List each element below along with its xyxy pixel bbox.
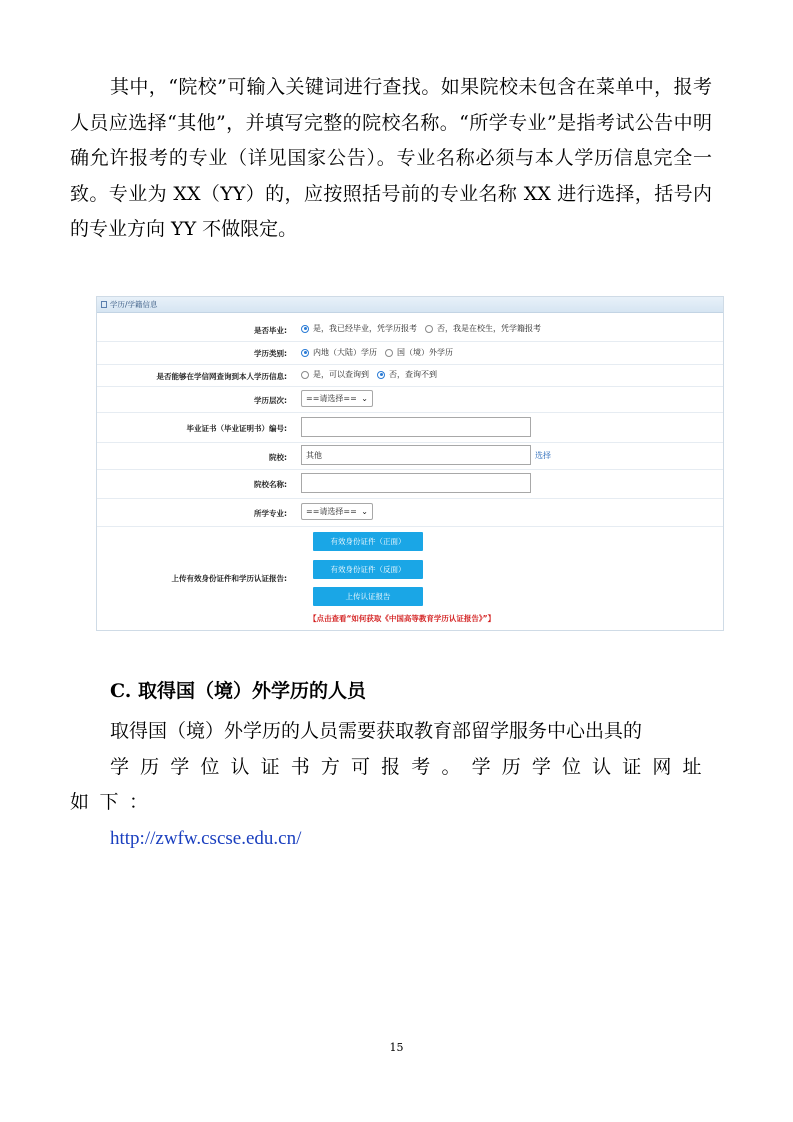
major-value: ==请选择== [306, 507, 357, 516]
section-icon [101, 301, 107, 308]
row-school [97, 442, 723, 470]
paragraph-foreign-degree [70, 714, 712, 856]
upload-id-back-button[interactable]: 有效身份证件（反面） [313, 560, 423, 579]
graduated-yes-label: 是，我已经毕业，凭学历报考 [313, 324, 417, 333]
upload-label: 上传有效身份证件和学历认证报告: [171, 574, 287, 583]
chsi-no-radio[interactable] [377, 371, 385, 379]
cert-no-label: 毕业证书（毕业证明书）编号: [186, 424, 287, 433]
chevron-down-icon: ⌄ [361, 507, 368, 516]
school-name-input[interactable] [301, 473, 531, 493]
major-label: 所学专业: [254, 509, 287, 518]
paragraph2-line2: 学历学位认证书方可报考。学历学位认证网址如下： [70, 755, 712, 813]
graduated-no-radio[interactable] [425, 325, 433, 333]
school-choose-link[interactable]: 选择 [535, 450, 551, 460]
cscse-url-link[interactable]: http://zwfw.cscse.edu.cn/ [110, 827, 302, 849]
cert-no-input[interactable] [301, 417, 531, 437]
chevron-down-icon: ⌄ [361, 394, 368, 403]
paragraph2-line1: 取得国（境）外学历的人员需要获取教育部留学服务中心出具的 [110, 720, 643, 742]
chsi-yes-radio[interactable] [301, 371, 309, 379]
row-chsi-query [97, 364, 723, 387]
graduated-label: 是否毕业: [254, 326, 287, 335]
edu-level-select[interactable] [301, 390, 373, 407]
edu-type-foreign-radio[interactable] [385, 349, 393, 357]
report-help-link[interactable]: 【点击查看“如何获取《中国高等教育学历认证报告》”】 [309, 614, 496, 623]
edu-level-value: ==请选择== [306, 394, 357, 403]
section-heading-c: C. 取得国（境）外学历的人员 [110, 680, 367, 702]
graduated-yes-radio[interactable] [301, 325, 309, 333]
row-graduated [97, 316, 723, 342]
edu-type-domestic-radio[interactable] [301, 349, 309, 357]
school-name-label: 院校名称: [254, 480, 287, 489]
edu-type-foreign-label: 国（境）外学历 [397, 348, 453, 357]
row-upload [97, 526, 723, 630]
graduated-no-label: 否，我是在校生，凭学籍报考 [437, 324, 541, 333]
edu-type-domestic-label: 内地（大陆）学历 [313, 348, 377, 357]
row-school-name [97, 469, 723, 499]
edu-type-label: 学历类别: [254, 349, 287, 358]
row-cert-no [97, 412, 723, 443]
form-header-title: 学历/学籍信息 [110, 300, 158, 309]
page-number: 15 [389, 1041, 404, 1054]
school-input[interactable]: 其他 [301, 445, 531, 465]
school-label: 院校: [269, 453, 287, 462]
chsi-yes-label: 是，可以查询到 [313, 370, 369, 379]
row-major [97, 498, 723, 527]
upload-id-front-button[interactable]: 有效身份证件（正面） [313, 532, 423, 551]
education-info-form [96, 296, 724, 631]
chsi-query-label: 是否能够在学信网查询到本人学历信息: [156, 372, 287, 381]
row-edu-level [97, 386, 723, 413]
major-select[interactable] [301, 503, 373, 520]
paragraph-exam-rules: 其中，“院校”可输入关键词进行查找。如果院校未包含在菜单中，报考人员应选择“其他”，并填写完整的院校名称。“所学专业”是指考试公告中明确允许报考的专业（详见国家公告）。专业名称必须与本人学历信息完全一致。专业为 XX（YY）的，应按照括号前的专业名称 XX 进行选择，括号内的专业方向 YY 不做限定。 [70, 76, 712, 240]
row-edu-type [97, 341, 723, 365]
edu-level-label: 学历层次: [254, 396, 287, 405]
upload-report-button[interactable]: 上传认证报告 [313, 587, 423, 606]
form-header [97, 297, 723, 313]
chsi-no-label: 否，查询不到 [389, 370, 437, 379]
